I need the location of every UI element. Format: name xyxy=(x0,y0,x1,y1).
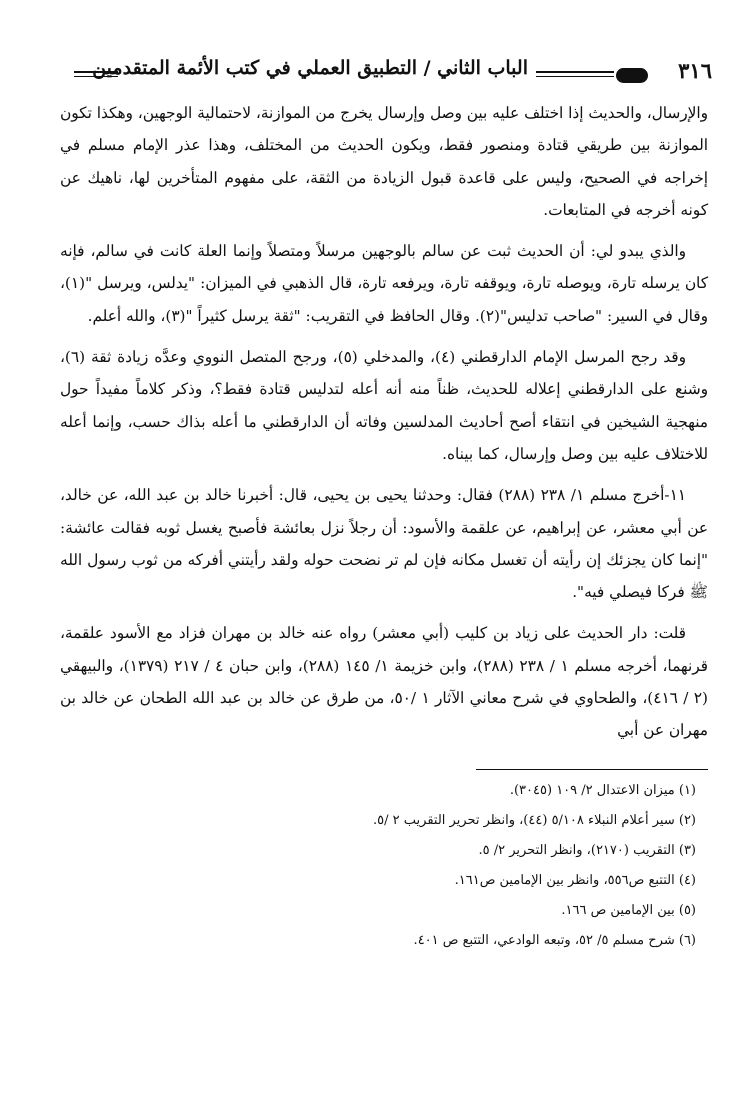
paragraph-3: وقد رجح المرسل الإمام الدارقطني (٤)، والمدخلي (٥)، ورجح المتصل النووي وعدَّه زيادة ثقة (٦)، وشنع على الدارقطني إعلاله للحديث، ظناً منه أنه أعله لتدليس قتادة فقط؟، وذكر كلاماً مفيداً حول منهجية الشيخين في انتقاء أصح أحاديث المدلسين وفاته أن الدارقطني ما أعله بذاك حسب، وإنما أعله للاختلاف عليه بين وصل وإرسال، كما بيناه. xyxy=(60,348,708,463)
page-number: ٣١٦ xyxy=(678,58,712,83)
header-rule-left xyxy=(74,71,118,77)
paragraph-4: ١١-أخرج مسلم ١/ ٢٣٨ (٢٨٨) فقال: وحدثنا يحيى بن يحيى، قال: أخبرنا خالد بن عبد الله، عن خالد، عن أبي معشر، عن إبراهيم، عن علقمة والأسود: أن رجلاً نزل بعائشة فأصبح يغسل ثوبه فقالت عائشة: "إنما كان يجزئك إن رأيته أن تغسل مكانه فإن لم تر نضحت حوله ولقد رأيتني أفركه من ثوب رسول الله ﷺ فركا فيصلي فيه". xyxy=(60,486,708,602)
book-page xyxy=(60,55,712,956)
paragraph-5: قلت: دار الحديث على زياد بن كليب (أبي معشر) رواه عنه خالد بن مهران فزاد مع الأسود علقمة، قرنهما، أخرجه مسلم ١ / ٢٣٨ (٢٨٨)، وابن خزيمة ١/ ١٤٥ (٢٨٨)، وابن حبان ٤ / ٢١٧ (١٣٧٩)، والبيهقي (٢ / ٤١٦)، والطحاوي في شرح معاني الآثار ١ /٥٠، من طرق عن خالد بن عبد الله الطحان عن خالد بن مهران عن أبي xyxy=(60,624,708,740)
footnotes xyxy=(60,776,708,956)
main-text xyxy=(60,97,708,747)
paragraph-2: والذي يبدو لي: أن الحديث ثبت عن سالم بالوجهين مرسلاً ومتصلاً وإنما العلة كانت في سالم، فإنه كان يرسله تارة، ويوصله تارة، ويوقفه تارة، ويرفعه تارة، قال الذهبي في الميزان: "يدلس، ويرسل "(١)، وقال في السير: "صاحب تدليس"(٢). وقال الحافظ في التقريب: "ثقة يرسل كثيراً "(٣)، والله أعلم. xyxy=(60,242,708,325)
footnote-4: (٤) التتبع ص٥٥٦، وانظر بين الإمامين ص١٦١. xyxy=(454,872,696,888)
footnote-2: (٢) سير أعلام النبلاء ٥/١٠٨ (٤٤)، وانظر تحرير التقريب ٢ /٥. xyxy=(373,812,696,828)
footnote-separator xyxy=(476,769,708,770)
paragraph-1: والإرسال، والحديث إذا اختلف عليه بين وصل وإرسال يخرج من الموازنة، لاحتمالية الوجهين، وهكذا تكون الموازنة بين طريقي قتادة ومنصور فقط، ويكون الحديث من المختلف، وهذا عذر الإمام مسلم في إخراجه في الصحيح، وليس على قاعدة قبول الزيادة من الثقة، على مفهوم المتأخرين لها، ناهيك عن كونه أخرجه في المتابعات. xyxy=(60,104,708,219)
header-ornament xyxy=(616,68,648,83)
footnote-5: (٥) بين الإمامين ص ١٦٦. xyxy=(561,902,696,918)
header-rule-right xyxy=(536,71,614,77)
running-title: الباب الثاني / التطبيق العملي في كتب الأئمة المتقدمين xyxy=(92,57,528,79)
footnote-6: (٦) شرح مسلم ٥/ ٥٢، وتبعه الوادعي، التتبع ص ٤٠١. xyxy=(413,932,696,948)
footnote-3: (٣) التقريب (٢١٧٠)، وانظر التحرير ٢/ ٥. xyxy=(478,842,696,858)
footnote-1: (١) ميزان الاعتدال ٢/ ١٠٩ (٣٠٤٥). xyxy=(509,782,696,798)
page-header xyxy=(60,55,712,97)
